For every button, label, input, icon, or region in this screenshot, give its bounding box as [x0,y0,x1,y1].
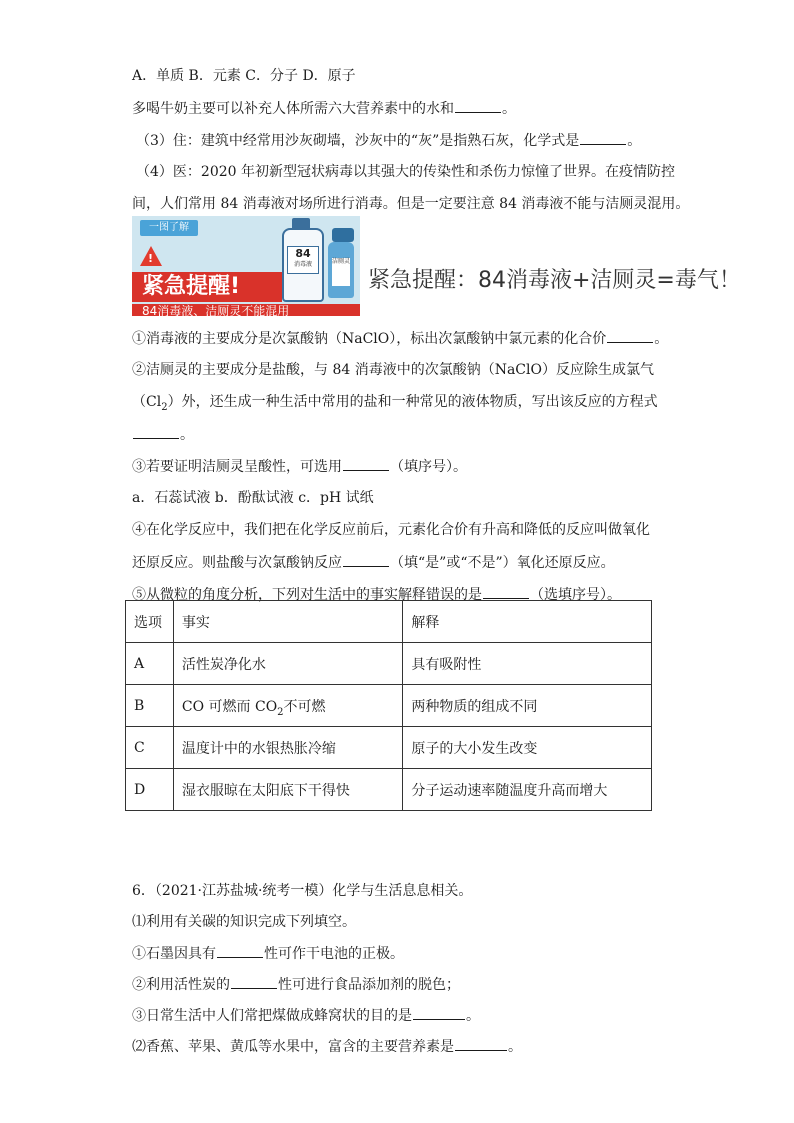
question-5-text: ⑤从微粒的角度分析，下列对生活中的事实解释错误的是 [132,587,482,603]
question-6-item2 [132,974,460,995]
question-6-title: 6．（2021·江苏盐城·统考一模）化学与生活息息相关。 [132,883,473,899]
question-4-line2 [132,552,615,573]
header-fact: 事实 [173,601,403,643]
item3-text: ③日常生活中人们常把煤做成蜂窝状的目的是 [132,1008,412,1024]
table-row [126,727,652,769]
bottle-number: 84 [295,247,311,260]
milk-question-text: 多喝牛奶主要可以补充人体所需六大营养素中的水和 [132,101,454,117]
question-4-text: 还原反应。则盐酸与次氯酸钠反应 [132,555,342,571]
item2-text: ②利用活性炭的 [132,977,230,993]
question-3-text: ③若要证明洁厕灵呈酸性，可选用 [132,459,342,475]
table-row [126,643,652,685]
header-option: 选项 [126,601,174,643]
live-question-end: 。 [627,133,642,149]
question-1-end: 。 [654,331,669,347]
question-6-item1 [132,943,404,964]
medical-intro-line2: 间，人们常用 84 消毒液对场所进行消毒。但是一定要注意 84 消毒液不能与洁厕灵混用。 [132,196,690,212]
row-explanation: 具有吸附性 [403,643,652,685]
live-question [136,130,641,151]
spray-head-icon [332,228,354,242]
answer-blank[interactable] [217,943,263,958]
answer-blank[interactable] [343,552,389,567]
question-6-part1: ⑴利用有关碳的知识完成下列填空。 [132,914,356,930]
item2-end: 性可进行食品添加剂的脱色； [278,977,460,993]
question-4-end: （填“是”或“不是”）氧化还原反应。 [390,555,615,571]
row-option: D [126,769,174,811]
question-3-end: （填序号）。 [390,459,467,475]
bottle-label [287,246,319,274]
row-fact: 湿衣服晾在太阳底下干得快 [173,769,403,811]
item1-end: 性可作干电池的正极。 [264,946,404,962]
question-2-end: 。 [180,427,194,443]
banner-title: 紧急提醒! [132,272,282,302]
row-explanation: 原子的大小发生改变 [403,727,652,769]
header-explanation: 解释 [403,601,652,643]
answer-blank[interactable] [607,328,653,343]
question-2-line1: ②洁厕灵的主要成分是盐酸，与 84 消毒液中的次氯酸钠（NaClO）反应除生成氯气 [132,362,654,378]
answer-blank[interactable] [413,1005,465,1020]
medical-intro-line1: （4）医：2020 年初新型冠状病毒以其强大的传染性和杀伤力惊憧了世界。在疫情防控 [136,164,675,180]
banner-subtitle: 84消毒液、洁厕灵不能混用 [132,304,360,316]
q2-cl-subscript: 2 [161,401,168,413]
live-question-text: （3）住：建筑中经常用沙灰砌墙，沙灰中的“灰”是指熟石灰，化学式是 [136,133,580,149]
q2-text: ）外，还生成一种生活中常用的盐和一种常见的液体物质，写出该反应的方程式 [167,394,658,410]
answer-blank[interactable] [580,130,626,145]
answer-blank[interactable] [231,974,277,989]
row-explanation: 分子运动速率随温度升高而增大 [403,769,652,811]
question-6-part2 [132,1036,522,1057]
table-header-row [126,601,652,643]
row-option: C [126,727,174,769]
row-option: A [126,643,174,685]
answer-blank[interactable] [455,1036,507,1051]
bottle-text: 消毒液 [293,261,312,268]
warning-triangle-icon [140,246,162,266]
question-1 [132,328,668,349]
row-fact: 温度计中的水银热胀冷缩 [173,727,403,769]
row-fact: 活性炭净化水 [173,643,403,685]
milk-question-end: 。 [502,101,516,117]
answer-blank[interactable] [455,98,501,113]
warning-caption: 紧急提醒：84消毒液+洁厕灵=毒气！ [368,268,741,293]
row-option: B [126,685,174,727]
row-fact: CO 可燃而 $CO_2$不可燃 [173,685,403,727]
answer-blank[interactable] [133,424,179,439]
table-row [126,769,652,811]
item3-end: 。 [466,1008,480,1024]
question-2-line2 [132,392,658,412]
table-row [126,685,652,727]
part2-text: ⑵香蕉、苹果、黄瓜等水果中，富含的主要营养素是 [132,1039,454,1055]
question-1-text: ①消毒液的主要成分是次氯酸钠（NaClO），标出次氯酸钠中氯元素的化合价 [132,331,607,347]
q2-cl-text: （Cl [132,394,162,410]
question-4-line1: ④在化学反应中，我们把在化学反应前后，元素化合价有升高和降低的反应叫做氧化 [132,522,650,538]
part2-end: 。 [508,1039,522,1055]
explanation-table [125,600,652,811]
answer-blank[interactable] [483,584,529,599]
options-line: A．单质 B．元素 C．分子 D．原子 [132,68,356,84]
row-explanation: 两种物质的组成不同 [403,685,652,727]
spray-label: 洁厕灵 [332,258,350,286]
question-6-item3 [132,1005,480,1026]
question-3 [132,456,467,477]
question-3-options: a．石蕊试液 b．酚酞试液 c．pH 试纸 [132,490,374,506]
banner-tab: 一图了解 [140,220,198,236]
warning-banner-image [132,216,360,316]
answer-blank[interactable] [343,456,389,471]
question-5-end: （选填序号）。 [530,587,621,603]
question-2-line3 [132,424,194,445]
milk-question [132,98,516,119]
item1-text: ①石墨因具有 [132,946,216,962]
